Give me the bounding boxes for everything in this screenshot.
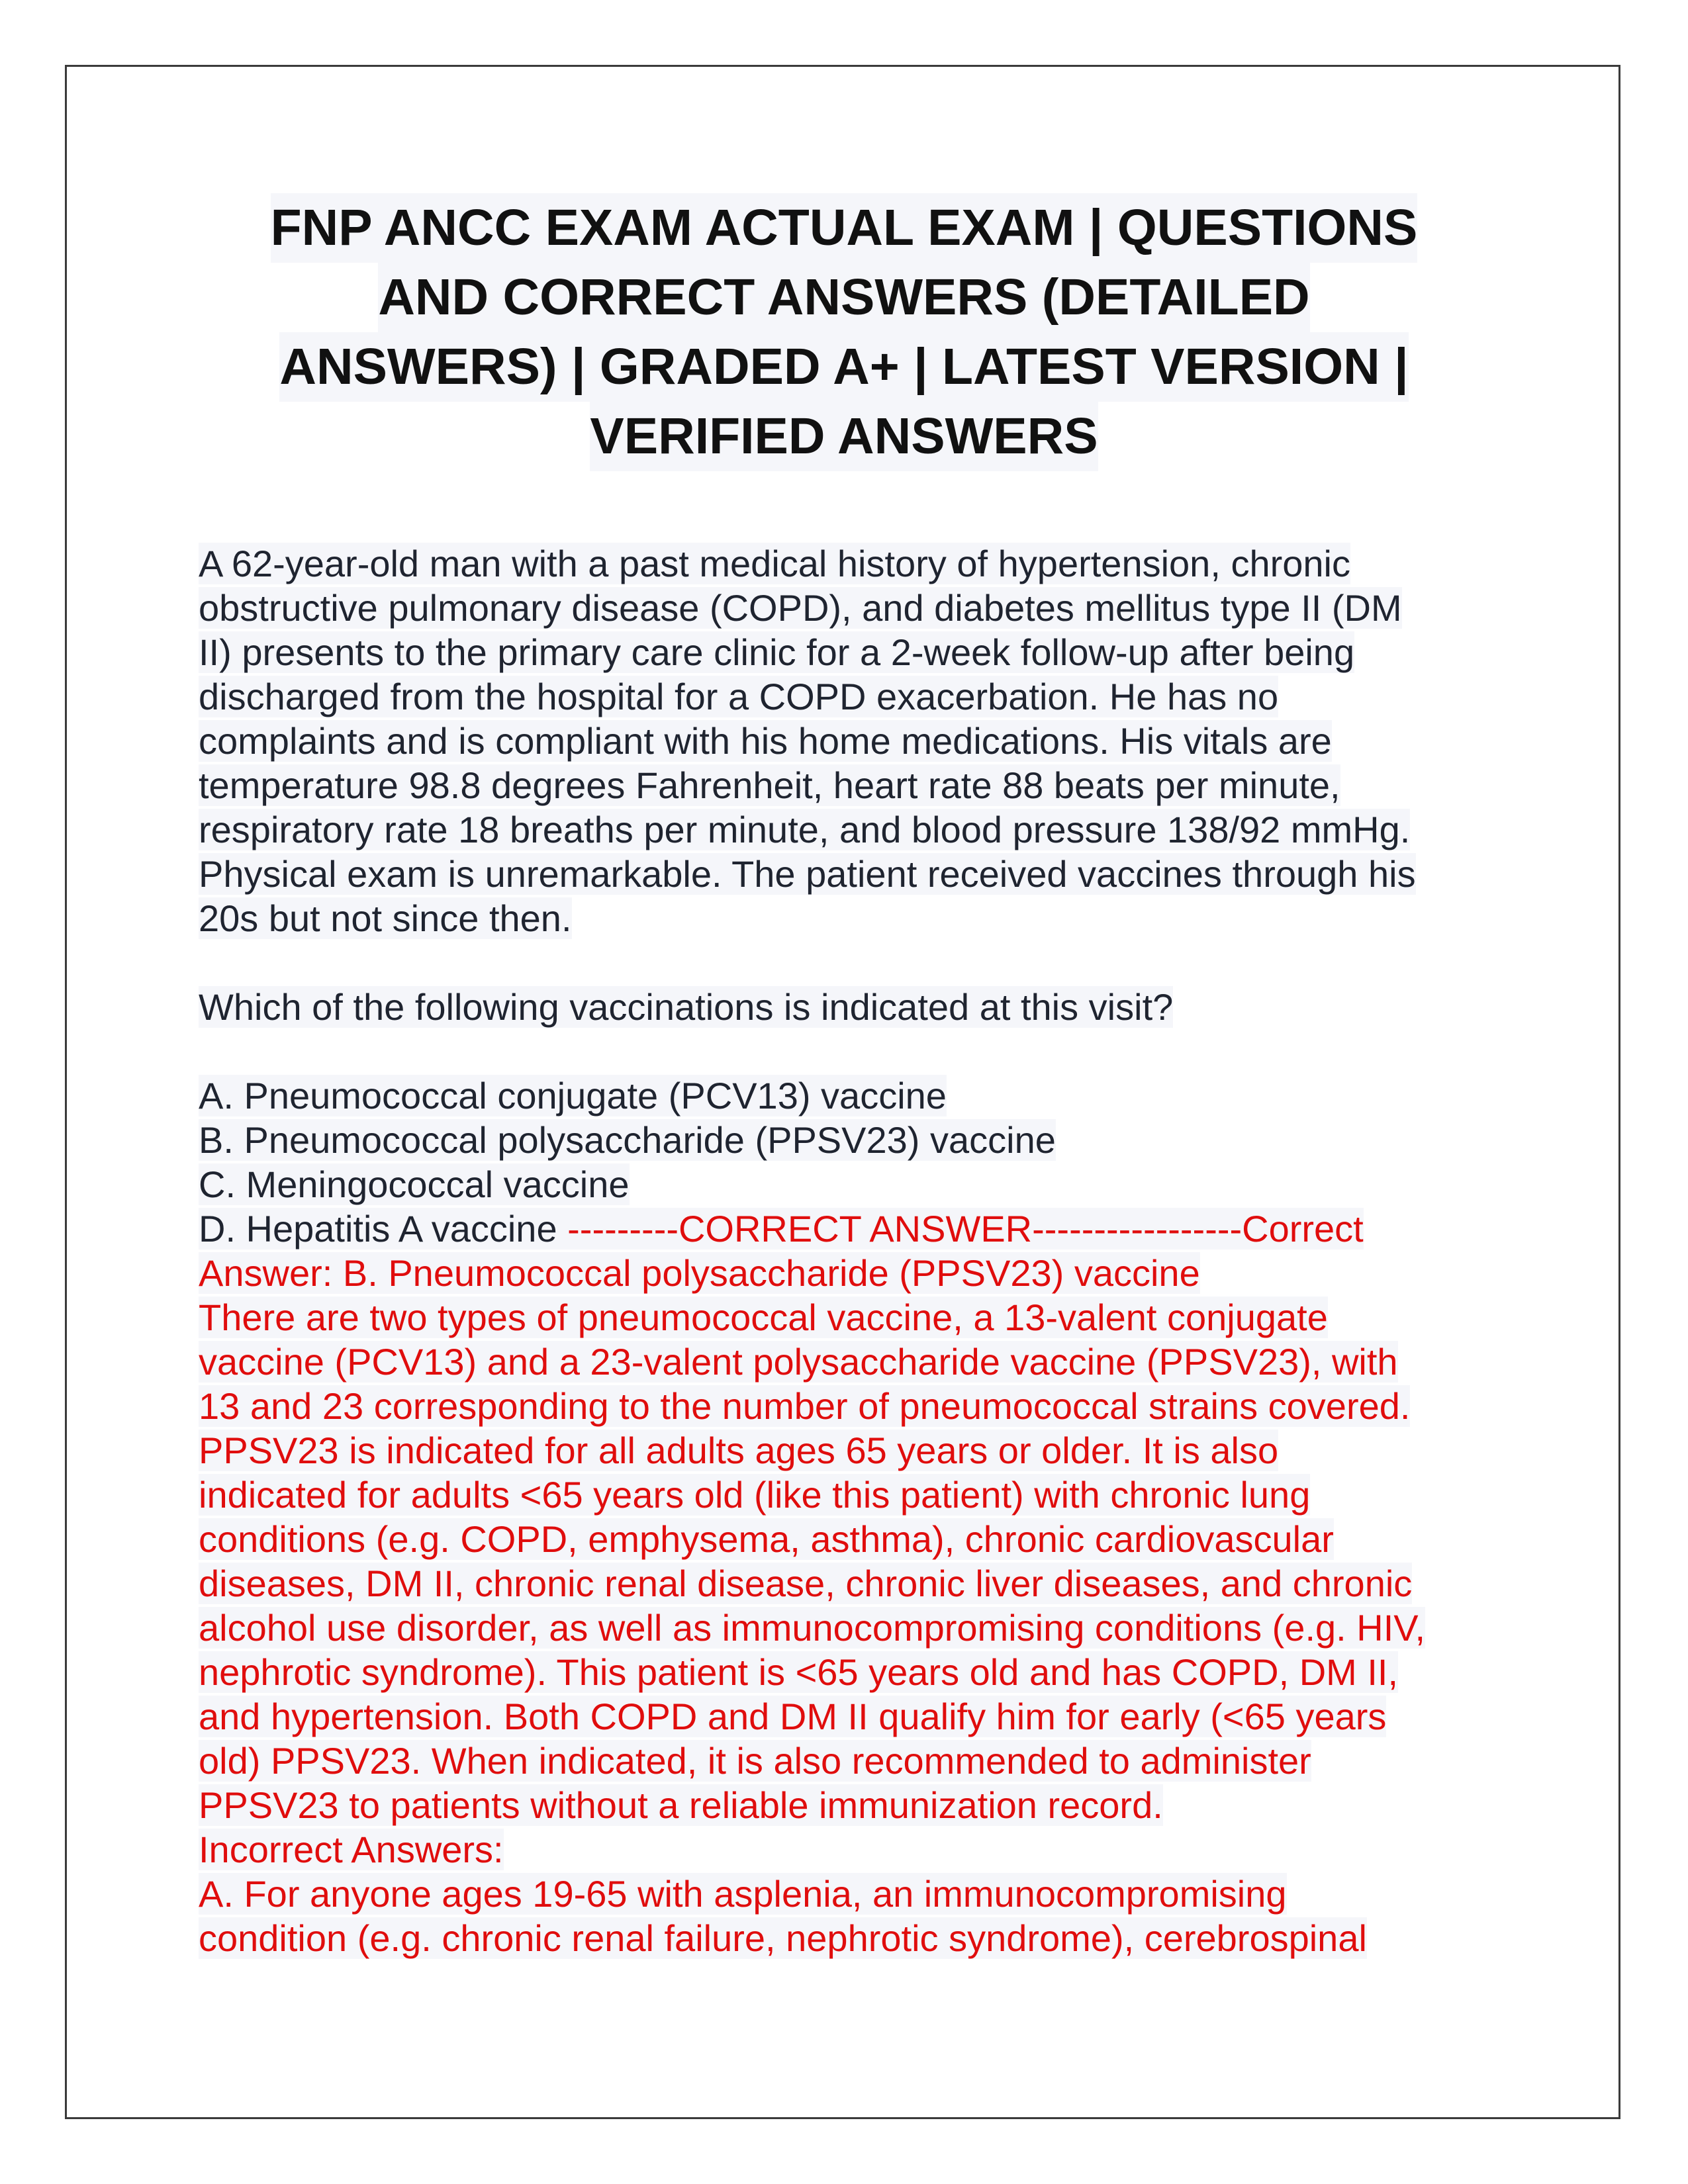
answer-options <box>199 1073 1496 1251</box>
explanation-line: PPSV23 to patients without a reliable immunization record. <box>199 1784 1163 1826</box>
explanation-line: 13 and 23 corresponding to the number of pneumococcal strains covered. <box>199 1385 1411 1427</box>
option-a: A. Pneumococcal conjugate (PCV13) vaccine <box>199 1075 947 1116</box>
stem-line: Physical exam is unremarkable. The patient received vaccines through his <box>199 853 1416 895</box>
explanation-line: vaccine (PCV13) and a 23-valent polysaccharide vaccine (PPSV23), with <box>199 1341 1398 1383</box>
explanation-line: PPSV23 is indicated for all adults ages 65 years or older. It is also <box>199 1430 1279 1471</box>
question-prompt: Which of the following vaccinations is indicated at this visit? <box>199 986 1174 1028</box>
stem-line: A 62-year-old man with a past medical history of hypertension, chronic <box>199 543 1350 584</box>
stem-line: temperature 98.8 degrees Fahrenheit, heart rate 88 beats per minute, <box>199 764 1340 806</box>
explanation-line: Answer: B. Pneumococcal polysaccharide (PPSV23) vaccine <box>199 1252 1200 1294</box>
explanation-line: old) PPSV23. When indicated, it is also recommended to administer <box>199 1740 1311 1782</box>
option-c: C. Meningococcal vaccine <box>199 1163 630 1205</box>
stem-line: II) presents to the primary care clinic for a 2-week follow-up after being <box>199 631 1355 673</box>
title-line: AND CORRECT ANSWERS (DETAILED <box>378 263 1309 332</box>
explanation-line: condition (e.g. chronic renal failure, nephrotic syndrome), cerebrospinal <box>199 1917 1367 1959</box>
explanation-line: and hypertension. Both COPD and DM II qualify him for early (<65 years <box>199 1696 1387 1737</box>
title-line: FNP ANCC EXAM ACTUAL EXAM | QUESTIONS <box>271 193 1418 263</box>
explanation-line: A. For anyone ages 19-65 with asplenia, an immunocompromising <box>199 1873 1287 1915</box>
question-stem <box>199 541 1496 940</box>
incorrect-answers-heading: Incorrect Answers: <box>199 1829 504 1870</box>
answer-explanation <box>199 1251 1496 1960</box>
stem-line: obstructive pulmonary disease (COPD), and diabetes mellitus type II (DM <box>199 587 1402 629</box>
stem-line: respiratory rate 18 breaths per minute, and blood pressure 138/92 mmHg. <box>199 809 1411 850</box>
explanation-line: diseases, DM II, chronic renal disease, chronic liver diseases, and chronic <box>199 1563 1413 1604</box>
stem-line: discharged from the hospital for a COPD exacerbation. He has no <box>199 676 1279 717</box>
explanation-line: nephrotic syndrome). This patient is <65 years old and has COPD, DM II, <box>199 1651 1399 1693</box>
option-b: B. Pneumococcal polysaccharide (PPSV23) vaccine <box>199 1119 1056 1161</box>
explanation-line: There are two types of pneumococcal vaccine, a 13-valent conjugate <box>199 1297 1328 1338</box>
stem-line: 20s but not since then. <box>199 897 572 939</box>
title-line: ANSWERS) | GRADED A+ | LATEST VERSION | <box>279 332 1408 402</box>
stem-line: complaints and is compliant with his home medications. His vitals are <box>199 720 1332 762</box>
explanation-line: conditions (e.g. COPD, emphysema, asthma), chronic cardiovascular <box>199 1518 1334 1560</box>
question-body <box>199 541 1496 1960</box>
explanation-line: alcohol use disorder, as well as immunocompromising conditions (e.g. HIV, <box>199 1607 1426 1649</box>
title-line: VERIFIED ANSWERS <box>590 402 1098 471</box>
document-title <box>199 193 1489 471</box>
correct-answer-marker: ---------CORRECT ANSWER-----------------Correct <box>567 1208 1364 1250</box>
explanation-line: indicated for adults <65 years old (like this patient) with chronic lung <box>199 1474 1311 1516</box>
option-d: D. Hepatitis A vaccine <box>199 1208 568 1250</box>
